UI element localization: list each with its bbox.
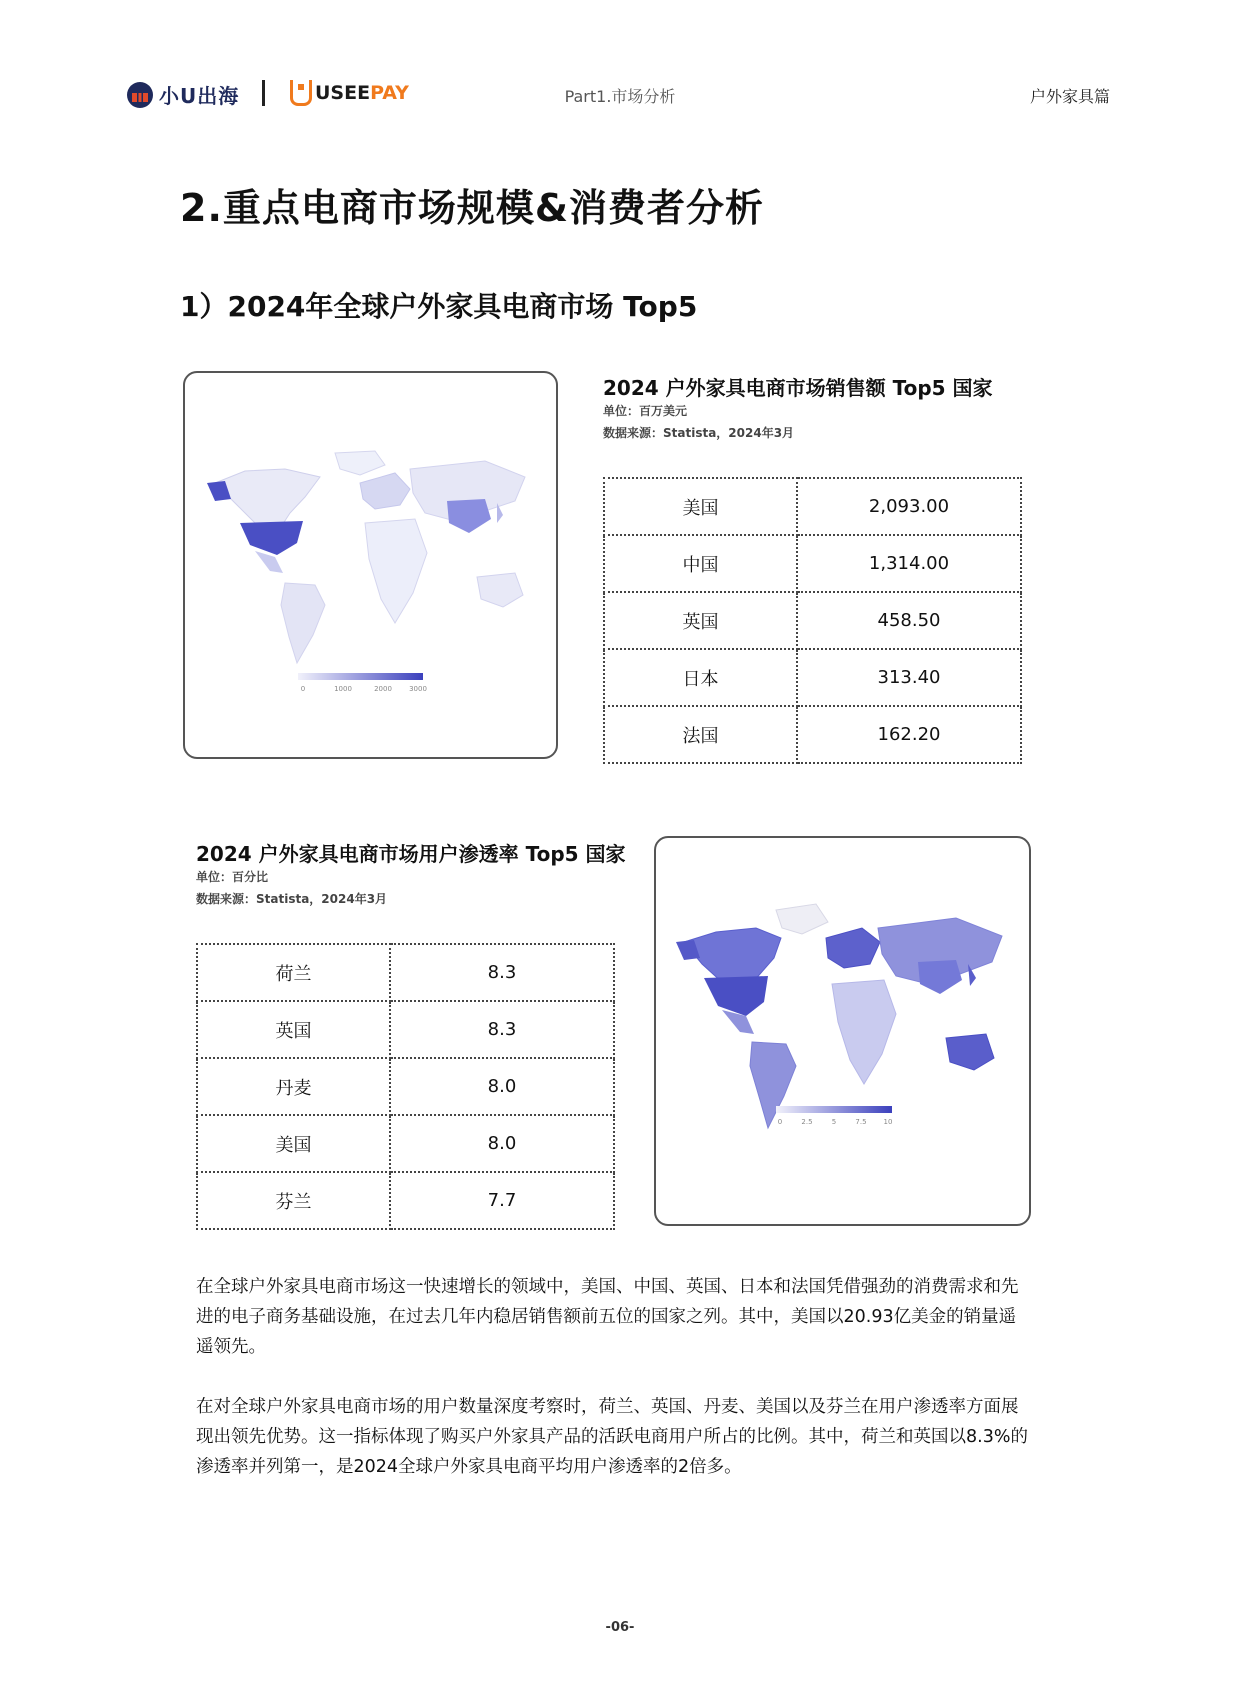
- usa-region: [240, 521, 303, 555]
- usa-region: [704, 976, 768, 1016]
- penetration-table: [196, 943, 615, 1230]
- table-row: [197, 1058, 614, 1115]
- penetration-map-panel: [654, 836, 1031, 1226]
- sales-value: 1,314.00: [797, 535, 1021, 592]
- penetration-chart-title: 2024 户外家具电商市场用户渗透率 Top5 国家: [196, 842, 626, 866]
- penetration-value: 8.0: [390, 1115, 614, 1172]
- table-row: [604, 706, 1021, 763]
- sales-table: [603, 477, 1022, 764]
- sales-chart-title: 2024 户外家具电商市场销售额 Top5 国家: [603, 376, 993, 400]
- penetration-value: 7.7: [390, 1172, 614, 1229]
- sales-world-map: [185, 373, 560, 761]
- penetration-chart-unit: 单位：百分比: [196, 870, 269, 884]
- table-row: [197, 944, 614, 1001]
- penetration-chart-source: 数据来源：Statista，2024年3月: [196, 892, 388, 906]
- table-row: [197, 1001, 614, 1058]
- sales-map-legend: [298, 673, 423, 680]
- paragraph-penetration: 在对全球户外家具电商市场的用户数量深度考察时，荷兰、英国、丹麦、美国以及芬兰在用户渗透率方面展现出领先优势。这一指标体现了购买户外家具产品的活跃电商用户所占的比例。其中，荷兰和英国以8.3%的渗透率并列第一，是2024全球户外家具电商平均用户渗透率的2倍多。: [196, 1397, 1028, 1477]
- page-number: -06-: [605, 1620, 635, 1635]
- table-row: [604, 535, 1021, 592]
- penetration-country: 丹麦: [197, 1058, 390, 1115]
- table-row: [197, 1115, 614, 1172]
- sales-country: 美国: [604, 478, 797, 535]
- sales-country: 英国: [604, 592, 797, 649]
- header-section: Part1.市场分析: [564, 87, 676, 106]
- sales-legend-tick: 0: [300, 685, 306, 693]
- sales-chart-unit: 单位：百万美元: [603, 404, 688, 418]
- penetration-value: 8.0: [390, 1058, 614, 1115]
- sales-value: 313.40: [797, 649, 1021, 706]
- china-region: [447, 499, 491, 533]
- table-row: [604, 649, 1021, 706]
- paragraph-sales: 在全球户外家具电商市场这一快速增长的领域中，美国、中国、英国、日本和法国凭借强劲的消费需求和先进的电子商务基础设施，在过去几年内稳居销售额前五位的国家之列。其中，美国以20.93亿美金的销量遥遥领先。: [196, 1277, 1019, 1357]
- sales-legend-tick: 2000: [374, 685, 392, 693]
- penetration-world-map: [656, 838, 1033, 1228]
- sales-chart-source: 数据来源：Statista，2024年3月: [603, 426, 795, 440]
- sales-map-panel: [183, 371, 558, 759]
- table-row: [197, 1172, 614, 1229]
- useepay-logo-prefix: USEE: [315, 82, 371, 104]
- page-title: 2.重点电商市场规模&消费者分析: [180, 186, 765, 230]
- penetration-country: 芬兰: [197, 1172, 390, 1229]
- sales-legend-tick: 1000: [334, 685, 352, 693]
- penetration-value: 8.3: [390, 944, 614, 1001]
- penetration-country: 荷兰: [197, 944, 390, 1001]
- sales-legend-tick: 3000: [409, 685, 427, 693]
- penetration-legend-tick: 7.5: [855, 1118, 867, 1126]
- table-row: [604, 592, 1021, 649]
- table-row: [604, 478, 1021, 535]
- penetration-legend-tick: 5: [831, 1118, 837, 1126]
- penetration-legend-tick: 10: [883, 1118, 893, 1126]
- penetration-legend-tick: 2.5: [801, 1118, 813, 1126]
- section-subtitle: 1）2024年全球户外家具电商市场 Top5: [180, 290, 698, 323]
- penetration-legend-tick: 0: [777, 1118, 783, 1126]
- sales-country: 法国: [604, 706, 797, 763]
- sales-value: 2,093.00: [797, 478, 1021, 535]
- header-category: 户外家具篇: [1029, 87, 1110, 106]
- penetration-map-legend: [776, 1106, 892, 1113]
- useepay-logo-suffix: PAY: [370, 82, 409, 104]
- sales-country: 中国: [604, 535, 797, 592]
- xiaou-logo-text: 小U出海: [159, 84, 240, 108]
- penetration-country: 美国: [197, 1115, 390, 1172]
- sales-country: 日本: [604, 649, 797, 706]
- penetration-value: 8.3: [390, 1001, 614, 1058]
- sales-value: 458.50: [797, 592, 1021, 649]
- penetration-country: 英国: [197, 1001, 390, 1058]
- sales-value: 162.20: [797, 706, 1021, 763]
